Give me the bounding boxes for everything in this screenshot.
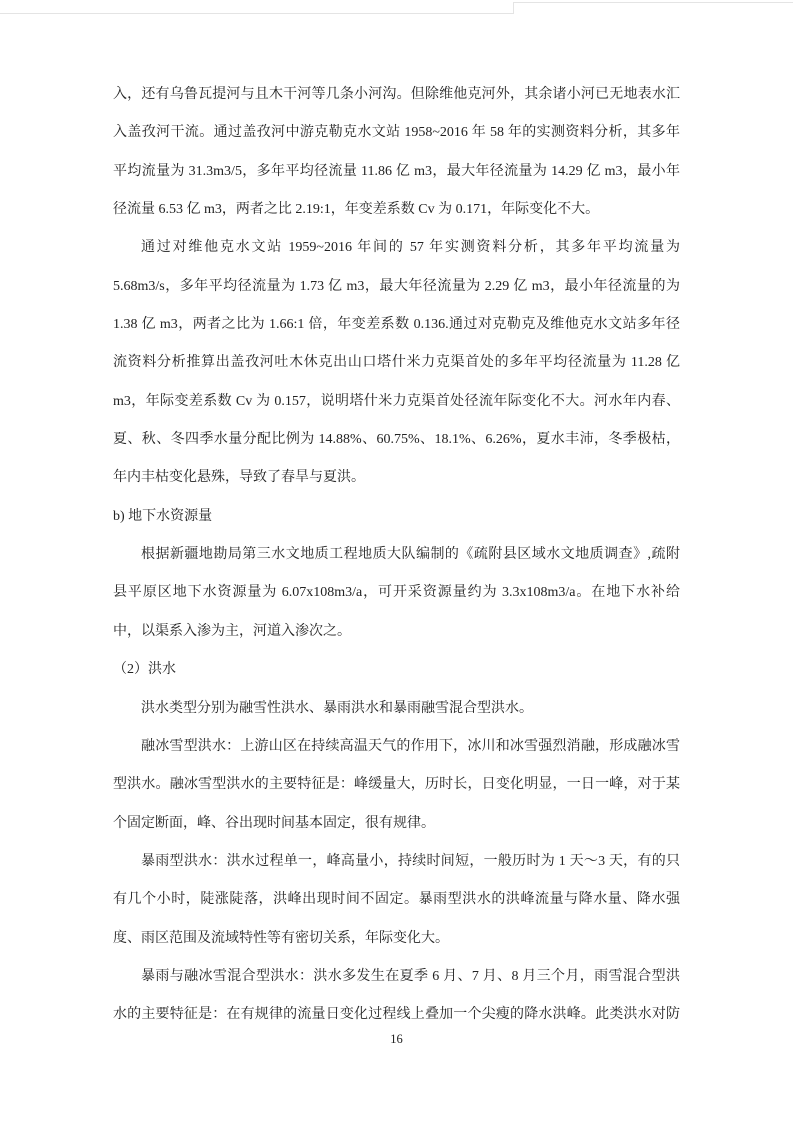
page-number: 16	[390, 1032, 403, 1046]
text-line: 度、雨区范围及流域特性等有密切关系，年际变化大。	[113, 930, 449, 946]
paragraph	[113, 76, 680, 229]
paragraph	[113, 536, 680, 651]
page-top-edge-line-right	[513, 2, 793, 3]
paragraph	[113, 843, 680, 958]
page-top-edge-step	[513, 2, 514, 14]
text-line: 1.38 亿 m3，两者之比为 1.66:1 倍，年变差系数 0.136.通过对克勒克及维他克水文站多年径	[113, 317, 680, 333]
paragraph	[113, 690, 680, 728]
section-heading	[113, 651, 680, 689]
paragraph	[113, 229, 680, 497]
page-body	[113, 76, 680, 1035]
text-line: 暴雨型洪水：洪水过程单一，峰高量小，持续时间短，一般历时为 1 天～3 天，有的只	[141, 853, 680, 869]
text-line: 夏、秋、冬四季水量分配比例为 14.88%、60.75%、18.1%、6.26%，夏水丰沛，冬季极枯，	[113, 432, 680, 448]
text-line: 入，还有乌鲁瓦提河与且木干河等几条小河沟。但除维他克河外，其余诸小河已无地表水汇	[113, 87, 680, 102]
text-line: 个固定断面，峰、谷出现时间基本固定，很有规律。	[113, 815, 435, 831]
text-line: 洪水类型分别为融雪性洪水、暴雨洪水和暴雨融雪混合型洪水。	[141, 700, 533, 716]
paragraph	[113, 958, 680, 1035]
text-line: 有几个小时，陡涨陡落，洪峰出现时间不固定。暴雨型洪水的洪峰流量与降水量、降水强	[113, 892, 680, 908]
text-line: 流资料分析推算出盖孜河吐木休克出山口塔什米力克渠首处的多年平均径流量为 11.28 亿	[113, 355, 680, 371]
text-line: 融冰雪型洪水：上游山区在持续高温天气的作用下，冰川和冰雪强烈消融，形成融冰雪	[141, 738, 680, 754]
text-line: m3，年际变差系数 Cv 为 0.157，说明塔什米力克渠首处径流年际变化不大。河水年内春、	[113, 393, 680, 409]
text-line: b) 地下水资源量	[113, 508, 213, 524]
text-line: 型洪水。融冰雪型洪水的主要特征是：峰缓量大，历时长，日变化明显，一日一峰，对于某	[113, 777, 680, 793]
text-line: 通过对维他克水文站 1959~2016 年间的 57 年实测资料分析，其多年平均流量为	[141, 240, 680, 256]
text-line: 水的主要特征是：在有规律的流量日变化过程线上叠加一个尖瘦的降水洪峰。此类洪水对防	[113, 1007, 680, 1023]
text-line: 径流量 6.53 亿 m3，两者之比 2.19:1，年变差系数 Cv 为 0.171，年际变化不大。	[113, 202, 600, 218]
paragraph	[113, 728, 680, 843]
text-line: 根据新疆地勘局第三水文地质工程地质大队编制的《疏附县区域水文地质调查》,疏附	[141, 547, 680, 563]
text-line: 年内丰枯变化悬殊，导致了春旱与夏洪。	[113, 470, 365, 486]
text-line: 县平原区地下水资源量为 6.07x108m3/a，可开采资源量约为 3.3x108m3/a。在地下水补给	[113, 585, 680, 601]
text-line: （2）洪水	[113, 662, 176, 678]
text-line: 5.68m3/s，多年平均径流量为 1.73 亿 m3，最大年径流量为 2.29 亿 m3，最小年径流量的为	[113, 278, 680, 294]
text-line: 平均流量为 31.3m3/5，多年平均径流量 11.86 亿 m3，最大年径流量为 14.29 亿 m3，最小年	[113, 163, 680, 179]
section-heading	[113, 498, 680, 536]
text-line: 中，以渠系入渗为主，河道入渗次之。	[113, 623, 351, 639]
text-line: 入盖孜河干流。通过盖孜河中游克勒克水文站 1958~2016 年 58 年的实测资料分析，其多年	[113, 125, 680, 141]
page-top-edge-line-left	[0, 13, 513, 14]
text-line: 暴雨与融冰雪混合型洪水：洪水多发生在夏季 6 月、7 月、8 月三个月，雨雪混合型洪	[141, 968, 680, 984]
